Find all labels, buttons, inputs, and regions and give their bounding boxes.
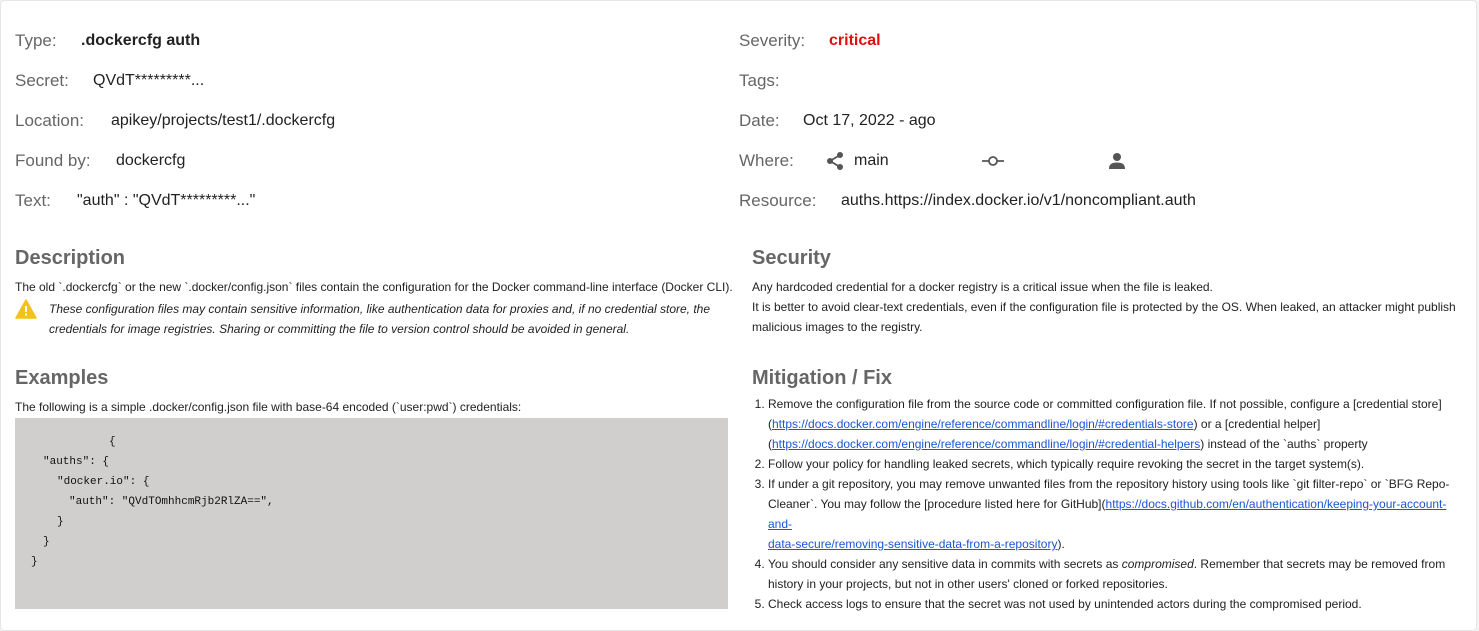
security-title: Security bbox=[752, 247, 831, 269]
mitigation-4-emphasis: compromised bbox=[1121, 557, 1194, 571]
where-label: Where: bbox=[739, 151, 794, 170]
mitigation-1-paren-1: ( bbox=[768, 417, 772, 431]
description-text: The old `.dockercfg` or the new `.docker/config.json` files contain the configuration for the Docker command-line interface (Docker CLI). bbox=[15, 280, 733, 294]
location-value: apikey/projects/test1/.dockercfg bbox=[111, 112, 336, 129]
code-line: } bbox=[57, 516, 64, 528]
github-procedure-link-part-1[interactable]: https://docs.github.com/en/authentication/keeping-your-account-and- bbox=[768, 497, 1447, 531]
mitigation-item-1 bbox=[768, 394, 1470, 454]
meta-resource-row bbox=[739, 181, 1459, 221]
text-label: Text: bbox=[15, 191, 51, 210]
meta-date-row bbox=[739, 101, 1459, 141]
code-line: } bbox=[43, 536, 50, 548]
meta-secret-row bbox=[15, 61, 715, 101]
mitigation-4-text-b: . Remember that secrets may be removed from bbox=[1193, 557, 1446, 571]
examples-section bbox=[15, 366, 735, 417]
mitigation-3-text-a: If under a git repository, you may remove unwanted files from the repository history using tools like `git filter-repo` or `BFG Repo- bbox=[768, 477, 1450, 491]
severity-label: Severity: bbox=[739, 31, 806, 50]
security-line-1: Any hardcoded credential for a docker registry is a critical issue when the file is leaked. bbox=[752, 280, 1213, 294]
description-title: Description bbox=[15, 247, 126, 269]
security-section bbox=[752, 246, 1467, 337]
warning-line-2: credentials for image registries. Sharing or committing the file to version control should be avoided in general. bbox=[49, 322, 630, 336]
type-label: Type: bbox=[15, 31, 57, 50]
code-line: "docker.io": { bbox=[57, 476, 150, 488]
mitigation-1-text-c: ) instead of the `auths` property bbox=[1200, 437, 1368, 451]
security-line-3: malicious images to the registry. bbox=[752, 320, 923, 334]
mitigation-section bbox=[752, 366, 1470, 614]
mitigation-item-3 bbox=[768, 474, 1470, 554]
metadata-left bbox=[15, 21, 715, 221]
date-value: Oct 17, 2022 - ago bbox=[803, 112, 936, 129]
mitigation-title: Mitigation / Fix bbox=[752, 367, 892, 389]
meta-tags-row bbox=[739, 61, 1459, 101]
github-procedure-link-part-2[interactable]: data-secure/removing-sensitive-data-from-a-repository bbox=[768, 537, 1058, 551]
resource-label: Resource: bbox=[739, 191, 817, 210]
examples-text: The following is a simple .docker/config.json file with base-64 encoded (`user:pwd`) credentials: bbox=[15, 400, 522, 414]
branch-value[interactable]: main bbox=[854, 152, 889, 169]
mitigation-item-5: 5. Check access logs to ensure that the secret was not used by unintended actors during the compromised period. bbox=[768, 594, 1470, 614]
security-line-2: It is better to avoid clear-text credentials, even if the configuration file is protected by the OS. When leaked, an attacker might publish bbox=[752, 300, 1456, 314]
mitigation-list bbox=[752, 394, 1470, 614]
examples-title: Examples bbox=[15, 367, 109, 389]
meta-where-row bbox=[739, 141, 1459, 181]
code-block bbox=[15, 418, 728, 609]
tags-label: Tags: bbox=[739, 71, 780, 90]
mitigation-4-text-a: You should consider any sensitive data in commits with secrets as bbox=[768, 557, 1122, 571]
meta-location-row bbox=[15, 101, 715, 141]
description-section bbox=[15, 246, 735, 339]
mitigation-item-2: 2. Follow your policy for handling leaked secrets, which typically require revoking the secret in the target system(s). bbox=[768, 454, 1470, 474]
meta-type-row bbox=[15, 21, 715, 61]
mitigation-4-text-c: history in your projects, but not in other users' cloned or forked repositories. bbox=[768, 577, 1168, 591]
code-line: "auths": { bbox=[43, 456, 110, 468]
resource-value: auths.https://index.docker.io/v1/noncompliant.auth bbox=[841, 192, 1196, 209]
code-line: } bbox=[31, 556, 38, 568]
mitigation-item-4 bbox=[768, 554, 1470, 594]
mitigation-3-text-b: Cleaner`. You may follow the [procedure listed here for GitHub]( bbox=[768, 497, 1106, 511]
meta-found-by-row bbox=[15, 141, 715, 181]
code-line: "auth": "QVdTOmhhcmRjb2RlZA==", bbox=[69, 496, 274, 508]
secret-label: Secret: bbox=[15, 71, 69, 90]
mitigation-1-paren-2: ( bbox=[768, 437, 772, 451]
text-value: "auth" : "QVdT*********..." bbox=[77, 192, 256, 209]
mitigation-1-text-b: ) or a [credential helper] bbox=[1193, 417, 1321, 431]
credential-helpers-link[interactable]: https://docs.docker.com/engine/reference/commandline/login/#credential-helpers bbox=[772, 437, 1201, 451]
credentials-store-link[interactable]: https://docs.docker.com/engine/reference/commandline/login/#credentials-store bbox=[772, 417, 1194, 431]
share-icon[interactable] bbox=[825, 151, 845, 171]
warning-note bbox=[15, 299, 735, 339]
commit-icon[interactable] bbox=[982, 154, 1004, 168]
code-line: { bbox=[109, 436, 116, 448]
found-by-value: dockercfg bbox=[116, 152, 186, 169]
severity-badge: critical bbox=[829, 32, 881, 49]
date-label: Date: bbox=[739, 111, 780, 130]
meta-text-row bbox=[15, 181, 715, 221]
person-icon[interactable] bbox=[1108, 152, 1126, 170]
warning-icon bbox=[15, 299, 37, 319]
mitigation-3-text-c: ). bbox=[1057, 537, 1065, 551]
type-value: .dockercfg auth bbox=[81, 32, 201, 49]
metadata-right bbox=[739, 21, 1459, 221]
secret-value: QVdT*********... bbox=[93, 72, 205, 89]
mitigation-1-text-a: Remove the configuration file from the source code or committed configuration file. If not possible, configure a [credential store] bbox=[768, 397, 1442, 411]
found-by-label: Found by: bbox=[15, 151, 91, 170]
location-label: Location: bbox=[15, 111, 84, 130]
meta-severity-row bbox=[739, 21, 1459, 61]
warning-line-1: These configuration files may contain sensitive information, like authentication data for proxies and, if no credential store, the bbox=[49, 302, 711, 316]
